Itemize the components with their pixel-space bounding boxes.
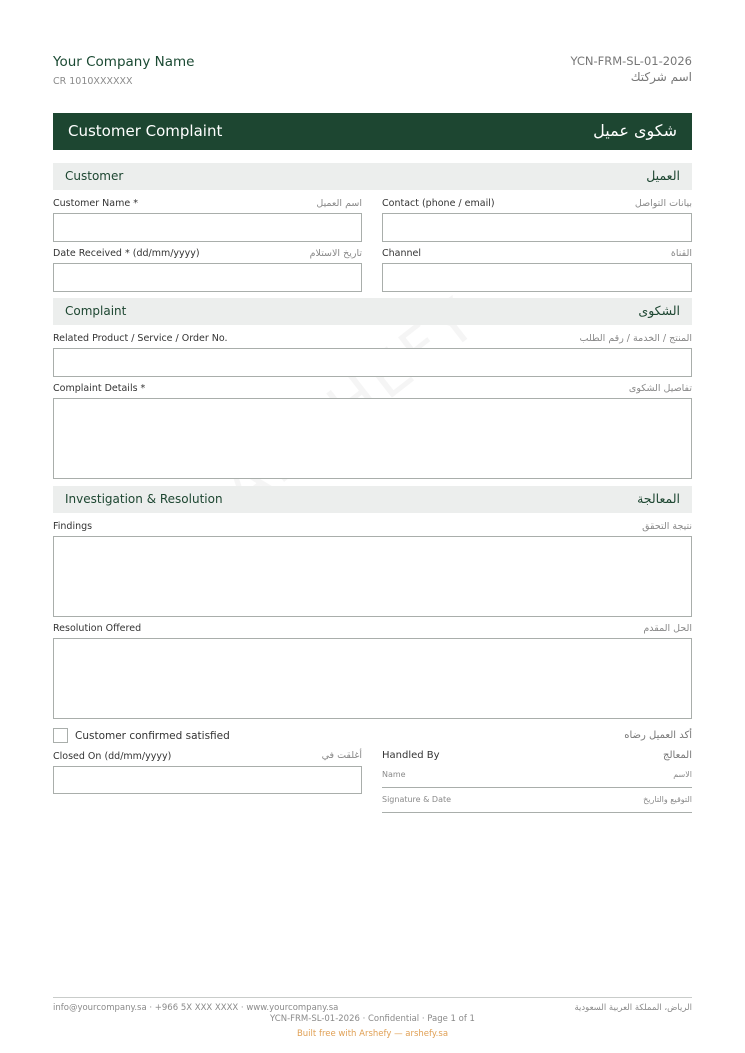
handled-by-label: Handled By [382,750,440,761]
form-title-arabic: شكوى عميل [593,121,677,140]
findings-field[interactable] [53,536,692,617]
resolution-field[interactable] [53,638,692,719]
company-name-arabic: اسم شركتك [630,70,692,84]
customer-name-label: Customer Name * [53,198,138,209]
related-product-label-arabic: المنتج / الخدمة / رقم الطلب [579,333,692,344]
signature-date-label: Signature & Date [382,795,452,804]
form-title-bar [53,113,692,150]
section-title-arabic: العميل [646,168,680,183]
complaint-details-label: Complaint Details * [53,383,146,394]
channel-field[interactable] [382,263,692,292]
section-investigation [53,486,692,513]
section-title-arabic: المعالجة [637,491,680,506]
date-received-label-arabic: تاريخ الاستلام [309,248,362,259]
resolution-label-arabic: الحل المقدم [643,623,692,634]
section-title: Customer [65,169,124,183]
customer-satisfied-label-arabic: أكد العميل رضاه [624,730,692,741]
complaint-details-label-arabic: تفاصيل الشكوى [628,383,692,394]
contact-label-arabic: بيانات التواصل [634,198,692,209]
footer-contact: info@yourcompany.sa · +966 5X XXX XXXX · www.yourcompany.sa [53,1003,339,1013]
related-product-field[interactable] [53,348,692,377]
section-title: Investigation & Resolution [65,492,223,506]
complaint-details-field[interactable] [53,398,692,479]
findings-label: Findings [53,521,93,532]
signature-date-line[interactable] [382,812,692,813]
footer-brand-link[interactable]: Built free with Arshefy — arshefy.sa [296,1029,449,1039]
form-title: Customer Complaint [68,122,223,140]
document-code: YCN-FRM-SL-01-2026 [570,54,692,68]
company-name: Your Company Name [53,54,195,70]
customer-name-field[interactable] [53,213,362,242]
channel-label: Channel [382,248,422,259]
contact-field[interactable] [382,213,692,242]
footer-address-arabic: الرياض، المملكة العربية السعودية [574,1003,692,1013]
closed-on-label-arabic: أغلقت في [321,750,362,761]
section-customer [53,163,692,190]
channel-label-arabic: القناة [670,248,692,259]
handler-name-label-arabic: الاسم [673,770,692,779]
footer-document-meta: YCN-FRM-SL-01-2026 · Confidential · Page 1 of 1 [270,1014,475,1024]
resolution-label: Resolution Offered [53,623,142,634]
section-complaint [53,298,692,325]
related-product-label: Related Product / Service / Order No. [53,333,228,344]
company-cr-number: CR 1010XXXXXX [53,76,133,87]
section-title-arabic: الشكوى [638,303,680,318]
contact-label: Contact (phone / email) [382,198,495,209]
date-received-label: Date Received * (dd/mm/yyyy) [53,248,200,259]
section-title: Complaint [65,304,127,318]
handler-name-line[interactable] [382,787,692,788]
customer-satisfied-checkbox[interactable] [53,728,68,743]
date-received-field[interactable] [53,263,362,292]
footer-divider [53,997,692,998]
findings-label-arabic: نتيجة التحقق [642,521,692,532]
customer-satisfied-label: Customer confirmed satisfied [75,730,230,742]
closed-on-field[interactable] [53,766,362,794]
handled-by-label-arabic: المعالج [663,750,692,761]
handler-name-label: Name [382,770,406,779]
closed-on-label: Closed On (dd/mm/yyyy) [53,751,172,762]
signature-date-label-arabic: التوقيع والتاريخ [643,795,692,804]
customer-name-label-arabic: اسم العميل [316,198,362,209]
